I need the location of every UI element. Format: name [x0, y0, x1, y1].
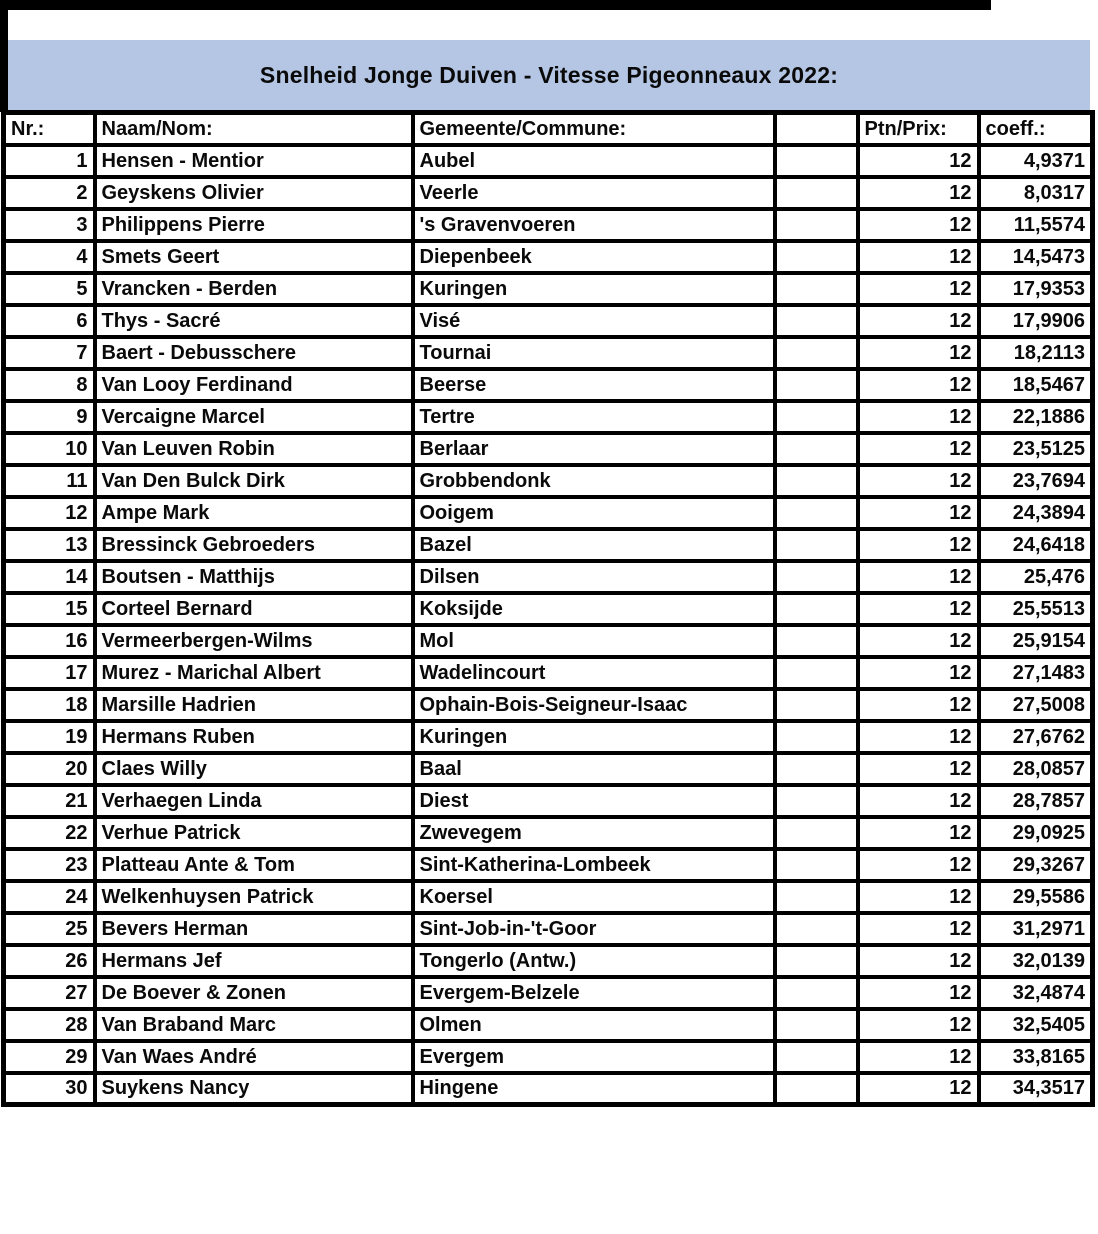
cell-rank: 3 — [4, 209, 95, 241]
cell-coeff: 17,9353 — [979, 273, 1093, 305]
cell-name: Verhue Patrick — [95, 817, 413, 849]
cell-coeff: 25,476 — [979, 561, 1093, 593]
cell-city: Dilsen — [413, 561, 775, 593]
title-band — [8, 40, 1090, 110]
cell-blank — [775, 337, 858, 369]
cell-name: Thys - Sacré — [95, 305, 413, 337]
cell-rank: 11 — [4, 465, 95, 497]
cell-points: 12 — [858, 881, 979, 913]
cell-city: Tournai — [413, 337, 775, 369]
cell-points: 12 — [858, 689, 979, 721]
cell-name: Ampe Mark — [95, 497, 413, 529]
cell-points: 12 — [858, 849, 979, 881]
table-row — [4, 209, 1093, 241]
cell-blank — [775, 945, 858, 977]
table-row — [4, 721, 1093, 753]
cell-points: 12 — [858, 657, 979, 689]
cell-points: 12 — [858, 145, 979, 177]
cell-blank — [775, 593, 858, 625]
cell-blank — [775, 497, 858, 529]
cell-rank: 28 — [4, 1009, 95, 1041]
cell-rank: 15 — [4, 593, 95, 625]
cell-name: Hermans Ruben — [95, 721, 413, 753]
cell-coeff: 8,0317 — [979, 177, 1093, 209]
cell-coeff: 28,7857 — [979, 785, 1093, 817]
cell-coeff: 22,1886 — [979, 401, 1093, 433]
cell-city: Sint-Katherina-Lombeek — [413, 849, 775, 881]
cell-name: Van Leuven Robin — [95, 433, 413, 465]
cell-name: Vercaigne Marcel — [95, 401, 413, 433]
col-header-nr: Nr.: — [4, 113, 95, 145]
cell-blank — [775, 689, 858, 721]
cell-coeff: 27,1483 — [979, 657, 1093, 689]
cell-name: Vermeerbergen-Wilms — [95, 625, 413, 657]
cell-blank — [775, 305, 858, 337]
cell-city: Hingene — [413, 1073, 775, 1105]
cell-rank: 22 — [4, 817, 95, 849]
cell-city: Tongerlo (Antw.) — [413, 945, 775, 977]
cell-rank: 13 — [4, 529, 95, 561]
cell-blank — [775, 401, 858, 433]
cell-rank: 24 — [4, 881, 95, 913]
cell-name: Boutsen - Matthijs — [95, 561, 413, 593]
cell-city: Ooigem — [413, 497, 775, 529]
cell-city: Kuringen — [413, 273, 775, 305]
cell-coeff: 33,8165 — [979, 1041, 1093, 1073]
cell-blank — [775, 145, 858, 177]
cell-blank — [775, 657, 858, 689]
cell-name: Van Waes André — [95, 1041, 413, 1073]
cell-points: 12 — [858, 209, 979, 241]
cell-blank — [775, 881, 858, 913]
cell-points: 12 — [858, 497, 979, 529]
cell-name: Vrancken - Berden — [95, 273, 413, 305]
cell-rank: 25 — [4, 913, 95, 945]
cell-blank — [775, 369, 858, 401]
cell-rank: 26 — [4, 945, 95, 977]
cell-rank: 19 — [4, 721, 95, 753]
cell-name: De Boever & Zonen — [95, 977, 413, 1009]
cell-points: 12 — [858, 401, 979, 433]
col-header-city: Gemeente/Commune: — [413, 113, 775, 145]
table-row — [4, 785, 1093, 817]
table-row — [4, 689, 1093, 721]
cell-name: Smets Geert — [95, 241, 413, 273]
cell-city: Kuringen — [413, 721, 775, 753]
cell-rank: 20 — [4, 753, 95, 785]
cell-name: Baert - Debusschere — [95, 337, 413, 369]
cell-city: Evergem — [413, 1041, 775, 1073]
cell-city: Berlaar — [413, 433, 775, 465]
table-row — [4, 753, 1093, 785]
cell-points: 12 — [858, 817, 979, 849]
header-row — [4, 113, 1093, 145]
cell-rank: 1 — [4, 145, 95, 177]
cell-coeff: 31,2971 — [979, 913, 1093, 945]
cell-city: Zwevegem — [413, 817, 775, 849]
results-table-body — [4, 145, 1093, 1105]
cell-coeff: 25,5513 — [979, 593, 1093, 625]
cell-rank: 4 — [4, 241, 95, 273]
cell-blank — [775, 209, 858, 241]
table-row — [4, 241, 1093, 273]
cell-rank: 27 — [4, 977, 95, 1009]
table-row — [4, 1041, 1093, 1073]
table-row — [4, 369, 1093, 401]
cell-coeff: 32,0139 — [979, 945, 1093, 977]
cell-city: Wadelincourt — [413, 657, 775, 689]
cell-rank: 23 — [4, 849, 95, 881]
table-row — [4, 625, 1093, 657]
cell-rank: 5 — [4, 273, 95, 305]
cell-coeff: 23,5125 — [979, 433, 1093, 465]
cell-city: Ophain-Bois-Seigneur-Isaac — [413, 689, 775, 721]
table-row — [4, 945, 1093, 977]
cell-rank: 2 — [4, 177, 95, 209]
table-row — [4, 145, 1093, 177]
cell-rank: 29 — [4, 1041, 95, 1073]
cell-coeff: 24,6418 — [979, 529, 1093, 561]
cell-points: 12 — [858, 785, 979, 817]
cell-points: 12 — [858, 945, 979, 977]
cell-coeff: 32,4874 — [979, 977, 1093, 1009]
table-row — [4, 401, 1093, 433]
cell-rank: 18 — [4, 689, 95, 721]
page-top-border — [0, 0, 991, 10]
col-header-coeff: coeff.: — [979, 113, 1093, 145]
cell-rank: 9 — [4, 401, 95, 433]
table-row — [4, 977, 1093, 1009]
cell-name: Bevers Herman — [95, 913, 413, 945]
table-row — [4, 497, 1093, 529]
cell-name: Marsille Hadrien — [95, 689, 413, 721]
table-row — [4, 273, 1093, 305]
cell-coeff: 14,5473 — [979, 241, 1093, 273]
cell-coeff: 32,5405 — [979, 1009, 1093, 1041]
cell-rank: 12 — [4, 497, 95, 529]
table-row — [4, 465, 1093, 497]
cell-points: 12 — [858, 465, 979, 497]
cell-blank — [775, 721, 858, 753]
cell-points: 12 — [858, 337, 979, 369]
table-row — [4, 337, 1093, 369]
cell-coeff: 18,2113 — [979, 337, 1093, 369]
cell-points: 12 — [858, 593, 979, 625]
cell-coeff: 27,5008 — [979, 689, 1093, 721]
cell-city: Aubel — [413, 145, 775, 177]
cell-rank: 7 — [4, 337, 95, 369]
cell-city: Bazel — [413, 529, 775, 561]
cell-coeff: 23,7694 — [979, 465, 1093, 497]
table-row — [4, 657, 1093, 689]
cell-points: 12 — [858, 561, 979, 593]
cell-name: Claes Willy — [95, 753, 413, 785]
cell-points: 12 — [858, 305, 979, 337]
cell-name: Van Braband Marc — [95, 1009, 413, 1041]
cell-name: Murez - Marichal Albert — [95, 657, 413, 689]
cell-points: 12 — [858, 721, 979, 753]
cell-rank: 16 — [4, 625, 95, 657]
cell-rank: 30 — [4, 1073, 95, 1105]
cell-blank — [775, 849, 858, 881]
cell-rank: 14 — [4, 561, 95, 593]
col-header-blank — [775, 113, 858, 145]
cell-city: Tertre — [413, 401, 775, 433]
cell-city: Baal — [413, 753, 775, 785]
cell-name: Hermans Jef — [95, 945, 413, 977]
table-row — [4, 305, 1093, 337]
cell-points: 12 — [858, 977, 979, 1009]
cell-blank — [775, 1009, 858, 1041]
page-left-border — [0, 10, 8, 112]
cell-name: Van Looy Ferdinand — [95, 369, 413, 401]
cell-blank — [775, 177, 858, 209]
cell-coeff: 28,0857 — [979, 753, 1093, 785]
cell-coeff: 4,9371 — [979, 145, 1093, 177]
table-row — [4, 529, 1093, 561]
cell-rank: 8 — [4, 369, 95, 401]
cell-points: 12 — [858, 625, 979, 657]
cell-name: Corteel Bernard — [95, 593, 413, 625]
cell-coeff: 18,5467 — [979, 369, 1093, 401]
table-row — [4, 561, 1093, 593]
cell-points: 12 — [858, 753, 979, 785]
cell-rank: 6 — [4, 305, 95, 337]
cell-coeff: 29,5586 — [979, 881, 1093, 913]
cell-city: Evergem-Belzele — [413, 977, 775, 1009]
cell-blank — [775, 561, 858, 593]
cell-points: 12 — [858, 273, 979, 305]
cell-city: Veerle — [413, 177, 775, 209]
cell-blank — [775, 753, 858, 785]
table-row — [4, 817, 1093, 849]
cell-name: Welkenhuysen Patrick — [95, 881, 413, 913]
cell-coeff: 34,3517 — [979, 1073, 1093, 1105]
cell-city: Diest — [413, 785, 775, 817]
cell-blank — [775, 817, 858, 849]
cell-coeff: 29,0925 — [979, 817, 1093, 849]
cell-city: Diepenbeek — [413, 241, 775, 273]
cell-points: 12 — [858, 1073, 979, 1105]
table-row — [4, 593, 1093, 625]
cell-name: Geyskens Olivier — [95, 177, 413, 209]
table-row — [4, 433, 1093, 465]
cell-coeff: 24,3894 — [979, 497, 1093, 529]
table-row — [4, 1073, 1093, 1105]
cell-points: 12 — [858, 433, 979, 465]
cell-name: Van Den Bulck Dirk — [95, 465, 413, 497]
results-table — [1, 110, 1095, 1107]
cell-coeff: 11,5574 — [979, 209, 1093, 241]
cell-name: Philippens Pierre — [95, 209, 413, 241]
cell-coeff: 17,9906 — [979, 305, 1093, 337]
cell-blank — [775, 1073, 858, 1105]
cell-name: Platteau Ante & Tom — [95, 849, 413, 881]
cell-name: Suykens Nancy — [95, 1073, 413, 1105]
cell-city: Beerse — [413, 369, 775, 401]
cell-city: Koersel — [413, 881, 775, 913]
cell-name: Hensen - Mentior — [95, 145, 413, 177]
page-title: Snelheid Jonge Duiven - Vitesse Pigeonneaux 2022: — [259, 61, 839, 88]
cell-coeff: 25,9154 — [979, 625, 1093, 657]
cell-city: Olmen — [413, 1009, 775, 1041]
col-header-points: Ptn/Prix: — [858, 113, 979, 145]
cell-blank — [775, 433, 858, 465]
cell-blank — [775, 785, 858, 817]
table-row — [4, 849, 1093, 881]
cell-city: Koksijde — [413, 593, 775, 625]
cell-city: Visé — [413, 305, 775, 337]
cell-rank: 17 — [4, 657, 95, 689]
cell-blank — [775, 241, 858, 273]
col-header-name: Naam/Nom: — [95, 113, 413, 145]
cell-points: 12 — [858, 177, 979, 209]
cell-city: 's Gravenvoeren — [413, 209, 775, 241]
cell-name: Verhaegen Linda — [95, 785, 413, 817]
cell-points: 12 — [858, 1009, 979, 1041]
cell-points: 12 — [858, 369, 979, 401]
table-row — [4, 177, 1093, 209]
cell-blank — [775, 1041, 858, 1073]
cell-blank — [775, 273, 858, 305]
cell-rank: 10 — [4, 433, 95, 465]
cell-coeff: 27,6762 — [979, 721, 1093, 753]
cell-city: Mol — [413, 625, 775, 657]
cell-points: 12 — [858, 913, 979, 945]
cell-city: Sint-Job-in-'t-Goor — [413, 913, 775, 945]
table-row — [4, 1009, 1093, 1041]
table-row — [4, 881, 1093, 913]
cell-points: 12 — [858, 529, 979, 561]
table-row — [4, 913, 1093, 945]
cell-points: 12 — [858, 1041, 979, 1073]
cell-blank — [775, 465, 858, 497]
cell-points: 12 — [858, 241, 979, 273]
cell-city: Grobbendonk — [413, 465, 775, 497]
cell-blank — [775, 977, 858, 1009]
cell-name: Bressinck Gebroeders — [95, 529, 413, 561]
cell-coeff: 29,3267 — [979, 849, 1093, 881]
cell-rank: 21 — [4, 785, 95, 817]
cell-blank — [775, 913, 858, 945]
cell-blank — [775, 529, 858, 561]
cell-blank — [775, 625, 858, 657]
